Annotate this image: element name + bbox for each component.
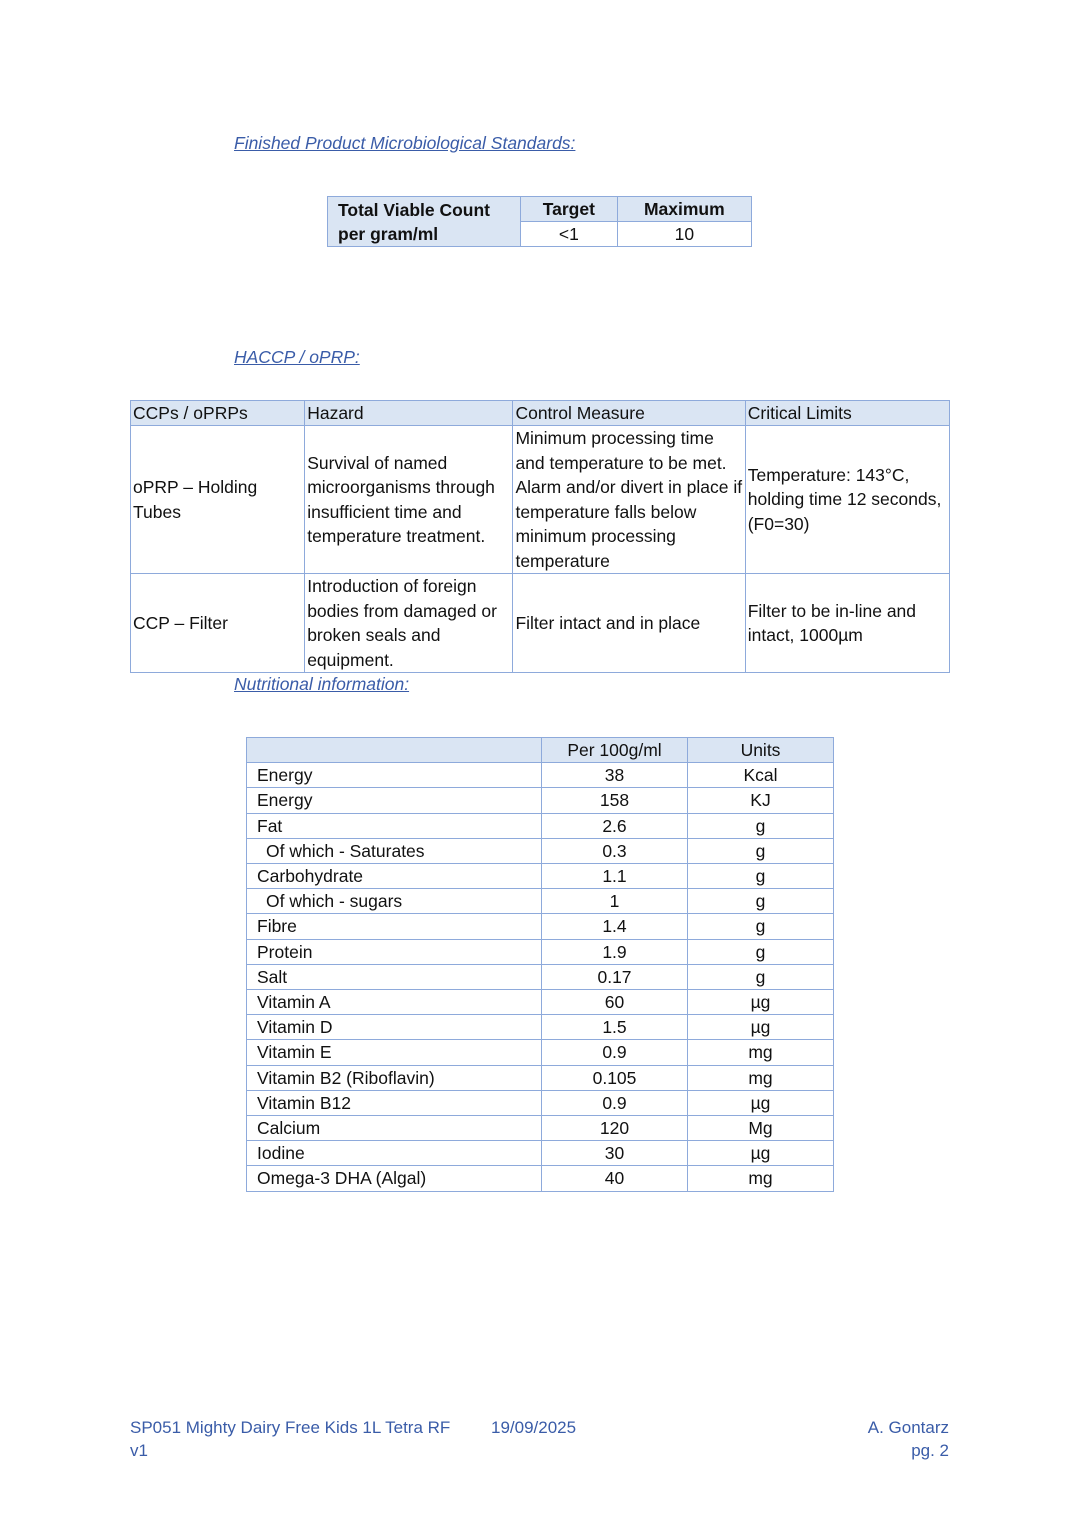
table-row (247, 1116, 834, 1141)
table-row (247, 838, 834, 863)
haccp-limits: Filter to be in-line and intact, 1000µm (745, 574, 949, 673)
nutrient-value: 1.9 (542, 939, 688, 964)
nutrient-unit: g (688, 889, 834, 914)
table-row (247, 1015, 834, 1040)
nutrient-unit: g (688, 914, 834, 939)
nutrient-name: Energy (247, 763, 542, 788)
target-value: <1 (521, 222, 618, 247)
footer-left (130, 1416, 450, 1462)
tvc-label (328, 197, 521, 247)
nutrient-name: Vitamin D (247, 1015, 542, 1040)
nutrient-unit: g (688, 838, 834, 863)
nutrient-value: 1 (542, 889, 688, 914)
haccp-hazard: Introduction of foreign bodies from damaged or broken seals and equipment. (305, 574, 513, 673)
nutrient-name: Salt (247, 964, 542, 989)
nutrient-unit: µg (688, 1090, 834, 1115)
nutrient-unit: Kcal (688, 763, 834, 788)
nutrient-value: 1.5 (542, 1015, 688, 1040)
micro-heading: Finished Product Microbiological Standards: (234, 133, 576, 153)
nutrient-value: 2.6 (542, 813, 688, 838)
table-row (247, 939, 834, 964)
nutrient-name: Vitamin B2 (Riboflavin) (247, 1065, 542, 1090)
table-row (247, 813, 834, 838)
nutrient-name: Omega-3 DHA (Algal) (247, 1166, 542, 1191)
table-row (247, 1040, 834, 1065)
nutrient-value: 0.9 (542, 1040, 688, 1065)
haccp-row (131, 574, 950, 673)
maximum-header: Maximum (617, 197, 751, 222)
nutrient-name: Calcium (247, 1116, 542, 1141)
nutrient-unit: mg (688, 1166, 834, 1191)
nutrient-unit: Mg (688, 1116, 834, 1141)
table-row (247, 763, 834, 788)
nutrient-name: Energy (247, 788, 542, 813)
table-row (247, 1065, 834, 1090)
haccp-table (130, 400, 950, 673)
footer-doc-title: SP051 Mighty Dairy Free Kids 1L Tetra RF (130, 1418, 451, 1437)
nutrient-value: 0.9 (542, 1090, 688, 1115)
target-header: Target (521, 197, 618, 222)
haccp-ccp: oPRP – Holding Tubes (131, 426, 305, 574)
tvc-label-line1: Total Viable Count (338, 199, 490, 220)
nutrient-value: 1.1 (542, 864, 688, 889)
haccp-control: Minimum processing time and temperature to be met. Alarm and/or divert in place if temperature falls below minimum processing temperature (513, 426, 745, 574)
nutrition-heading: Nutritional information: (234, 674, 410, 694)
nutrient-name: Fibre (247, 914, 542, 939)
nutrient-unit: mg (688, 1065, 834, 1090)
nutrient-value: 120 (542, 1116, 688, 1141)
nutrient-value: 38 (542, 763, 688, 788)
nutrient-name: Protein (247, 939, 542, 964)
footer-version: v1 (130, 1441, 148, 1460)
nutrient-unit: µg (688, 1141, 834, 1166)
haccp-hazard: Survival of named microorganisms through insufficient time and temperature treatment. (305, 426, 513, 574)
nutrient-unit: g (688, 939, 834, 964)
nutrient-unit: µg (688, 990, 834, 1015)
table-row (247, 889, 834, 914)
maximum-value: 10 (617, 222, 751, 247)
table-row (247, 864, 834, 889)
nutrient-name: Vitamin A (247, 990, 542, 1015)
nutrient-unit: g (688, 813, 834, 838)
table-row (247, 914, 834, 939)
footer-page-number: pg. 2 (911, 1441, 949, 1460)
nutrient-name: Vitamin E (247, 1040, 542, 1065)
table-row (247, 1166, 834, 1191)
table-row (247, 1141, 834, 1166)
nutrition-table (246, 737, 834, 1192)
nutrient-name: Fat (247, 813, 542, 838)
haccp-header-limits: Critical Limits (745, 401, 949, 426)
nutrient-unit: g (688, 964, 834, 989)
micro-standards-table (327, 196, 752, 247)
nutrition-header-units: Units (688, 738, 834, 763)
haccp-header-ccp: CCPs / oPRPs (131, 401, 305, 426)
haccp-row (131, 426, 950, 574)
table-row (247, 964, 834, 989)
nutrient-name: Of which - sugars (247, 889, 542, 914)
footer-right (868, 1416, 949, 1462)
nutrient-value: 158 (542, 788, 688, 813)
nutrient-value: 1.4 (542, 914, 688, 939)
footer-date: 19/09/2025 (491, 1418, 577, 1437)
nutrient-value: 0.105 (542, 1065, 688, 1090)
footer-author: A. Gontarz (867, 1418, 949, 1437)
haccp-limits: Temperature: 143°C, holding time 12 seconds, (F0=30) (745, 426, 949, 574)
haccp-header-hazard: Hazard (305, 401, 513, 426)
nutrient-value: 0.3 (542, 838, 688, 863)
nutrient-unit: KJ (688, 788, 834, 813)
nutrient-name: Of which - Saturates (247, 838, 542, 863)
nutrient-name: Carbohydrate (247, 864, 542, 889)
nutrient-name: Vitamin B12 (247, 1090, 542, 1115)
nutrition-header-per100: Per 100g/ml (542, 738, 688, 763)
nutrition-header-name (247, 738, 542, 763)
haccp-ccp: CCP – Filter (131, 574, 305, 673)
haccp-header-control: Control Measure (513, 401, 745, 426)
table-row (247, 990, 834, 1015)
tvc-label-line2: per gram/ml (338, 223, 439, 244)
nutrient-unit: g (688, 864, 834, 889)
nutrient-value: 60 (542, 990, 688, 1015)
nutrient-unit: µg (688, 1015, 834, 1040)
table-row (247, 1090, 834, 1115)
nutrient-unit: mg (688, 1040, 834, 1065)
nutrient-value: 0.17 (542, 964, 688, 989)
haccp-heading: HACCP / oPRP: (234, 347, 360, 367)
haccp-control: Filter intact and in place (513, 574, 745, 673)
nutrient-value: 30 (542, 1141, 688, 1166)
table-row (247, 788, 834, 813)
nutrient-name: Iodine (247, 1141, 542, 1166)
nutrient-value: 40 (542, 1166, 688, 1191)
